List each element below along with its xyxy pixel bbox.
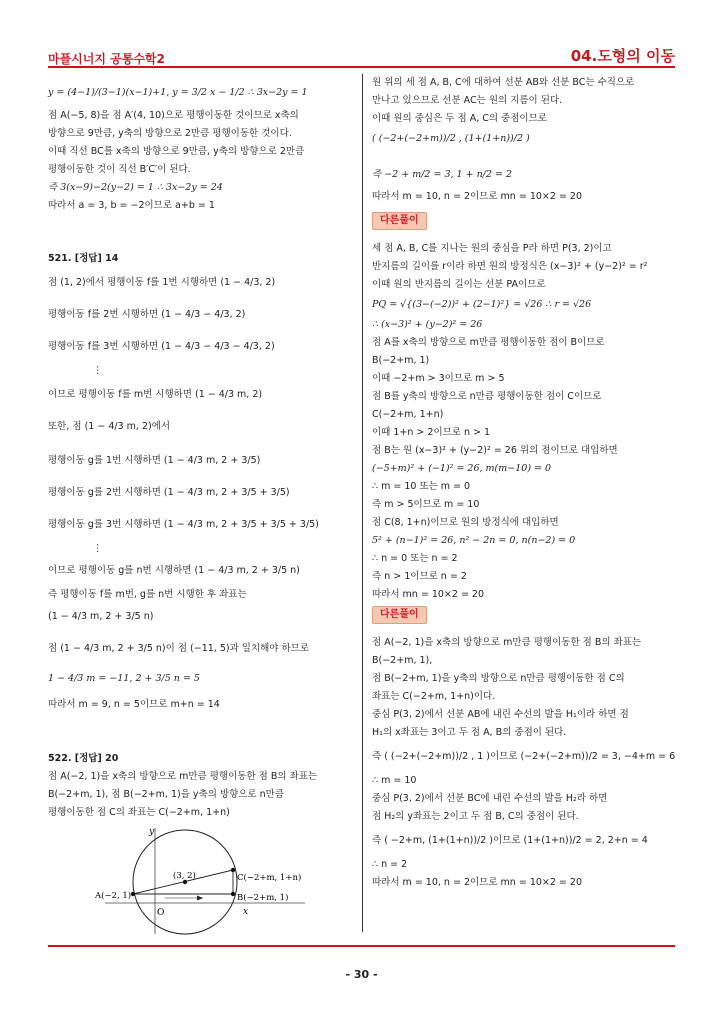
right-column-line: 점 A(−2, 1)을 x축의 방향으로 m만큼 평행이동한 점 B의 좌표는 [372,637,642,648]
right-column-line: 세 점 A, B, C를 지나는 원의 중심을 P라 하면 P(3, 2)이고 [372,243,612,254]
right-column-line: ( (−2+(−2+m))/2 , (1+(1+n))/2 ) [372,133,530,144]
right-column-line: 따라서 mn = 10×2 = 20 [372,589,485,600]
right-column-line: 원 위의 세 점 A, B, C에 대하여 선분 AB와 선분 BC는 수직으로 [372,77,635,88]
right-column-line: 이때 −2+m > 3이므로 m > 5 [372,373,505,384]
point-b [231,892,235,896]
right-column-line [372,212,427,230]
left-column-line: ⋮ [93,365,103,376]
right-column-line: ∴ m = 10 [372,775,417,786]
right-column-line [372,606,427,624]
left-column-line: 이때 직선 BC를 x축의 방향으로 9만큼, y축의 방향으로 2만큼 [48,146,305,157]
right-column-line: (−5+m)² + (−1)² = 26, m(m−10) = 0 [372,463,552,474]
right-column-line: 즉 −2 + m/2 = 3, 1 + n/2 = 2 [372,169,512,180]
bottom-rule [48,945,675,947]
right-column-line: 이때 1+n > 2이므로 n > 1 [372,427,491,438]
right-column-line: 즉 n > 1이므로 n = 2 [372,571,467,582]
left-column-line: 평행이동한 것이 직선 B′C′이 된다. [48,164,191,175]
right-column-line: 5² + (n−1)² = 26, n² − 2n = 0, n(n−2) = 0 [372,535,576,546]
left-column-line: 따라서 m = 9, n = 5이므로 m+n = 14 [48,699,220,710]
point-c [231,868,235,872]
point-p-label: (3, 2) [173,871,196,881]
origin-label: O [157,908,165,918]
header-rule [48,66,675,68]
x-axis-label: x [243,907,249,917]
right-column-line: 점 B(−2+m, 1)을 y축의 방향으로 n만큼 평행이동한 점 C의 [372,673,625,684]
right-column-line: 즉 ( −2+m, (1+(1+n))/2 )이므로 (1+(1+n))/2 = 2, 2+n = 4 [372,835,648,846]
right-column-line: 이때 원의 중심은 두 점 A, C의 중점이므로 [372,113,547,124]
point-a [131,892,135,896]
right-column-line: 즉 m > 5이므로 m = 10 [372,499,480,510]
left-column-line: 이므로 평행이동 f를 m번 시행하면 (1 − 4/3 m, 2) [48,389,263,400]
left-column-line: 평행이동 g를 1번 시행하면 (1 − 4/3 m, 2 + 3/5) [48,455,261,466]
left-column-line: ⋮ [93,543,103,554]
page-number: - 30 - [345,968,378,981]
right-column-line: 점 A를 x축의 방향으로 m만큼 평행이동한 점이 B이므로 [372,337,605,348]
left-column-line: y = (4−1)/(3−1)(x−1)+1, y = 3/2 x − 1/2 ∴ 3x−2y = 1 [48,87,308,98]
left-column-line: 또한, 점 (1 − 4/3 m, 2)에서 [48,421,171,432]
right-column-line: C(−2+m, 1+n) [372,409,444,420]
column-divider [362,74,363,932]
left-column-line: 521. [정답] 14 [48,253,119,264]
header-left-title: 마플시너지 공통수학2 [48,52,165,66]
right-column-line: ∴ m = 10 또는 m = 0 [372,481,471,492]
point-c-label: C(−2+m, 1+n) [237,873,302,883]
right-column-line: PQ = √{(3−(−2))² + (2−1)²} = √26 ∴ r = √26 [372,299,592,310]
point-a-label: A(−2, 1) [95,891,132,901]
right-column-line: 점 H₂의 y좌표는 2이고 두 점 B, C의 중점이 된다. [372,811,579,822]
right-column-line: 반지름의 길이를 r이라 하면 원의 방정식은 (x−3)² + (y−2)² = r² [372,261,648,272]
y-axis-label: y [149,827,155,837]
left-column-line: 평행이동 f를 2번 시행하면 (1 − 4/3 − 4/3, 2) [48,309,246,320]
left-column-line: 이므로 평행이동 g를 n번 시행하면 (1 − 4/3 m, 2 + 3/5 n) [48,565,300,576]
point-b-label: B(−2+m, 1) [237,893,289,903]
left-column-line: (1 − 4/3 m, 2 + 3/5 n) [48,611,154,622]
right-column-line: 점 B는 원 (x−3)² + (y−2)² = 26 위의 점이므로 대입하면 [372,445,618,456]
left-column-line: 방향으로 9만큼, y축의 방향으로 2만큼 평행이동한 것이다. [48,128,292,139]
left-column-line: 점 A(−5, 8)을 점 A′(4, 10)으로 평행이동한 것이므로 x축의 [48,110,299,121]
right-column-line: 따라서 m = 10, n = 2이므로 mn = 10×2 = 20 [372,877,583,888]
right-column-line: 따라서 m = 10, n = 2이므로 mn = 10×2 = 20 [372,191,583,202]
header-right-title: 04.도형의 이동 [570,47,675,65]
left-column-line: 점 (1, 2)에서 평행이동 f를 1번 시행하면 (1 − 4/3, 2) [48,277,276,288]
left-column-line: 점 A(−2, 1)을 x축의 방향으로 m만큼 평행이동한 점 B의 좌표는 [48,771,318,782]
left-column-line: 평행이동 f를 3번 시행하면 (1 − 4/3 − 4/3 − 4/3, 2) [48,341,275,352]
right-column-line: 만나고 있으므로 선분 AC는 원의 지름이 된다. [372,95,563,106]
left-column-line: 즉 평행이동 f를 m번, g를 n번 시행한 후 좌표는 [48,589,247,600]
alt-solution-badge: 다른풀이 [372,606,427,624]
right-column-line: H₁의 x좌표는 3이고 두 점 A, B의 중점이 된다. [372,727,567,738]
alt-solution-badge: 다른풀이 [372,212,427,230]
right-column-line: 중심 P(3, 2)에서 선분 AB에 내린 수선의 발을 H₁이라 하면 점 [372,709,629,720]
right-column-line: 좌표는 C(−2+m, 1+n)이다. [372,691,496,702]
right-column-line: ∴ n = 2 [372,859,408,870]
left-column-line: B(−2+m, 1), 점 B(−2+m, 1)을 y축의 방향으로 n만큼 [48,789,284,800]
left-column-line: 평행이동한 점 C의 좌표는 C(−2+m, 1+n) [48,807,230,818]
right-column-line: ∴ n = 0 또는 n = 2 [372,553,458,564]
right-column-line: 점 C(8, 1+n)이므로 원의 방정식에 대입하면 [372,517,559,528]
right-column-line: ∴ (x−3)² + (y−2)² = 26 [372,319,483,330]
right-column-line: 중심 P(3, 2)에서 선분 BC에 내린 수선의 발을 H₂라 하면 [372,793,608,804]
left-column-line: 즉 3(x−9)−2(y−2) = 1 ∴ 3x−2y = 24 [48,182,223,193]
left-column-line: 점 (1 − 4/3 m, 2 + 3/5 n)이 점 (−11, 5)과 일치해야 하므로 [48,643,310,654]
right-column-line: B(−2+m, 1), [372,655,433,666]
right-column-line: 점 B를 y축의 방향으로 n만큼 평행이동한 점이 C이므로 [372,391,602,402]
left-column-line: 522. [정답] 20 [48,753,119,764]
left-column-line: 1 − 4/3 m = −11, 2 + 3/5 n = 5 [48,673,200,684]
left-column-line: 평행이동 g를 2번 시행하면 (1 − 4/3 m, 2 + 3/5 + 3/5) [48,487,290,498]
right-column-line: 즉 ( (−2+(−2+m))/2 , 1 )이므로 (−2+(−2+m))/2 = 3, −4+m = 6 [372,751,676,762]
right-column-line: B(−2+m, 1) [372,355,430,366]
left-column-line: 따라서 a = 3, b = −2이므로 a+b = 1 [48,200,215,211]
right-column-line: 이때 원의 반지름의 길이는 선분 PA이므로 [372,279,546,290]
left-column-line: 평행이동 g를 3번 시행하면 (1 − 4/3 m, 2 + 3/5 + 3/5 + 3/5) [48,519,319,530]
circle-figure [95,822,335,940]
